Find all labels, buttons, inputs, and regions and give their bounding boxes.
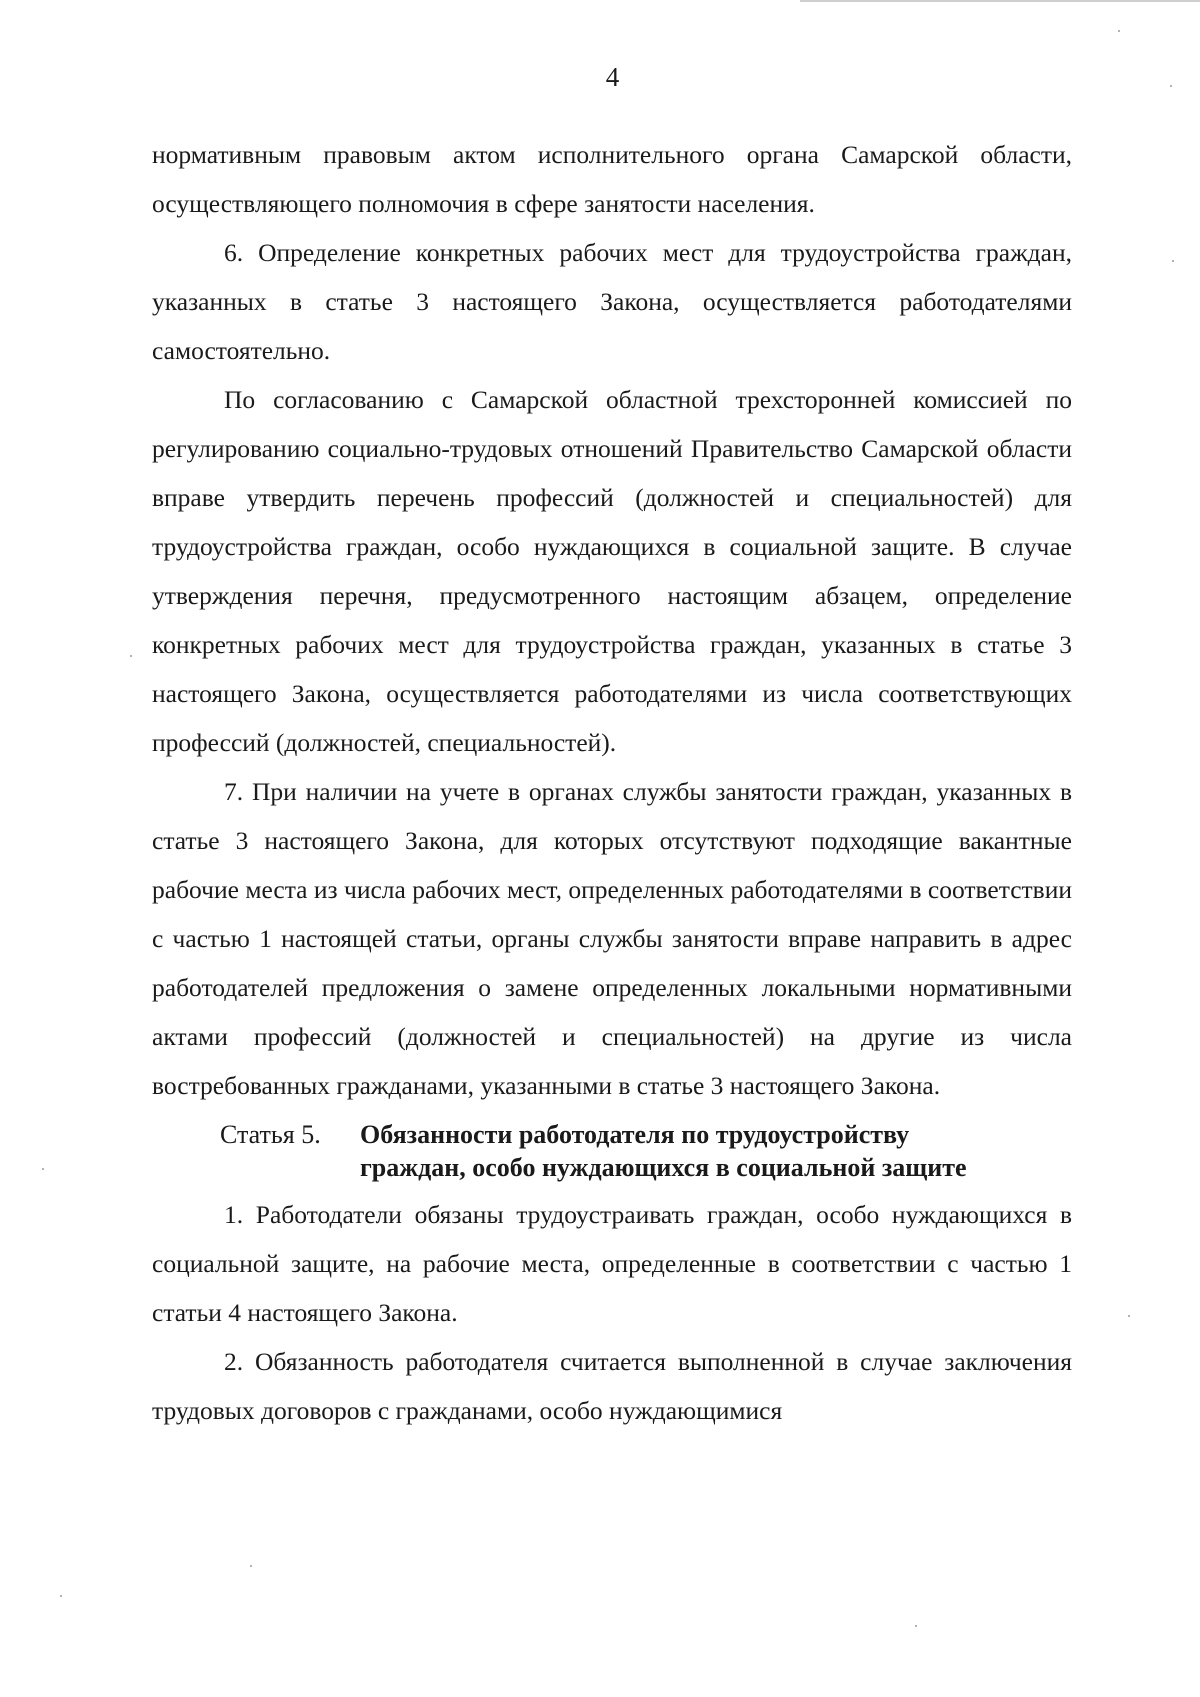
scan-speck — [1118, 30, 1120, 32]
article-title — [360, 1118, 967, 1184]
paragraph-article-5-item-1: 1. Работодатели обязаны трудоустраивать граждан, особо нуждающихся в социальной защите, на рабочие места, определенные в соответствии с частью 1 статьи 4 настоящего Закона. — [152, 1200, 1072, 1327]
paragraph-continuation: нормативным правовым актом исполнительного органа Самарской области, осуществляющего полномочия в сфере занятости населения. — [152, 140, 1072, 218]
scan-speck — [1128, 1315, 1130, 1317]
article-title-line-2: граждан, особо нуждающихся в социальной защите — [360, 1153, 967, 1182]
scan-speck — [60, 1595, 62, 1597]
article-number: Статья 5. — [220, 1120, 321, 1149]
document-body — [152, 130, 1072, 1435]
scan-speck — [915, 1625, 917, 1627]
article-heading — [152, 1118, 1072, 1184]
scan-edge-line — [800, 0, 1200, 2]
scan-speck — [130, 655, 132, 657]
scan-speck — [1170, 85, 1172, 87]
scan-speck — [250, 1565, 252, 1567]
scan-speck — [42, 1168, 44, 1170]
scan-speck — [1172, 260, 1174, 262]
paragraph-approval-list: По согласованию с Самарской областной трехсторонней комиссией по регулированию социально-трудовых отношений Правительство Самарской области вправе утвердить перечень профессий (должностей и специальностей) для трудоустройства граждан, особо нуждающихся в социальной защите. В случае утверждения перечня, предусмотренного настоящим абзацем, определение конкретных рабочих мест для трудоустройства граждан, указанных в статье 3 настоящего Закона, осуществляется работодателями из числа соответствующих профессий (должностей, специальностей). — [152, 385, 1072, 757]
page-number: 4 — [605, 62, 620, 92]
paragraph-item-7: 7. При наличии на учете в органах службы занятости граждан, указанных в статье 3 настоящего Закона, для которых отсутствуют подходящие вакантные рабочие места из числа рабочих мест, определенных работодателями в соответствии с частью 1 настоящей статьи, органы службы занятости вправе направить в адрес работодателей предложения о замене определенных локальными нормативными актами профессий (должностей и специальностей) на другие из числа востребованных гражданами, указанными в статье 3 настоящего Закона. — [152, 777, 1072, 1100]
paragraph-article-5-item-2: 2. Обязанность работодателя считается выполненной в случае заключения трудовых договоров с гражданами, особо нуждающимися — [152, 1347, 1072, 1425]
paragraph-item-6: 6. Определение конкретных рабочих мест для трудоустройства граждан, указанных в статье 3 настоящего Закона, осуществляется работодателями самостоятельно. — [152, 238, 1072, 365]
article-title-line-1: Обязанности работодателя по трудоустройству — [360, 1120, 910, 1149]
